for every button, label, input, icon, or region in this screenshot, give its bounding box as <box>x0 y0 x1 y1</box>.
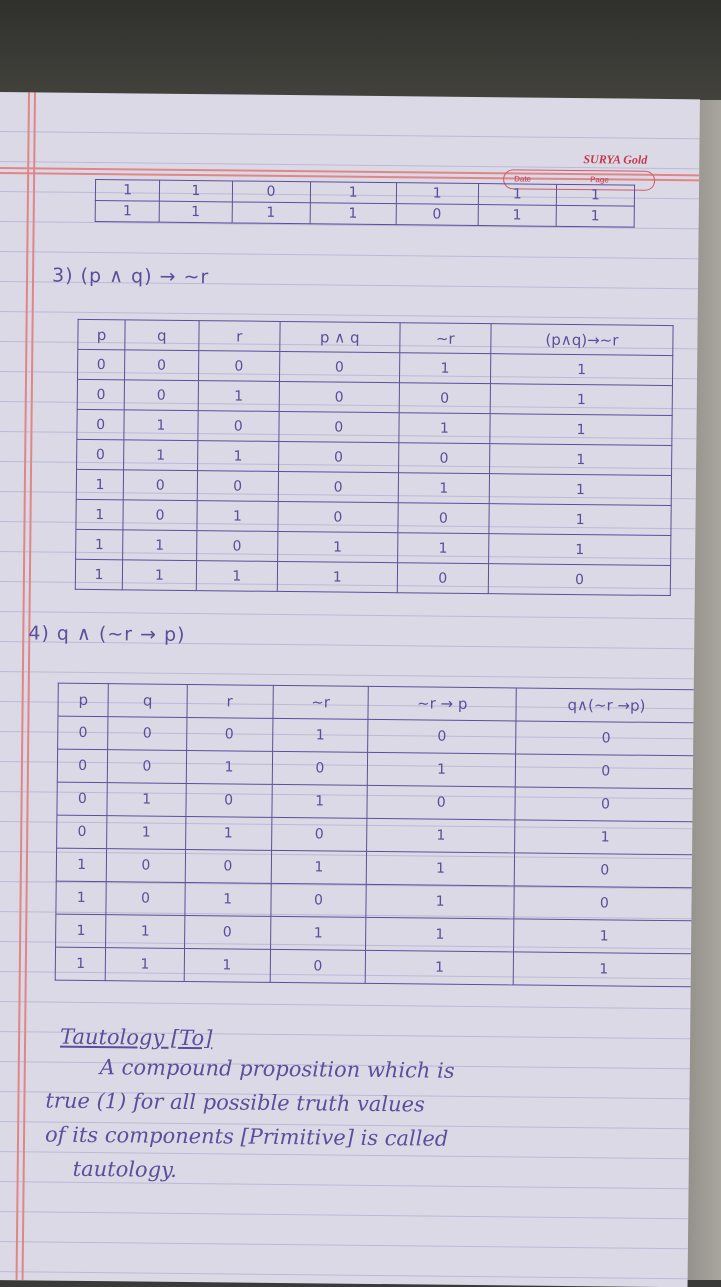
table-cell: 1 <box>107 816 185 850</box>
problem-4-truth-table <box>55 683 698 988</box>
table-cell: 0 <box>514 853 696 888</box>
table-cell: 1 <box>196 561 278 592</box>
table-cell: 1 <box>556 205 634 227</box>
table-cell: 0 <box>125 350 199 381</box>
column-header: q∧(~r →p) <box>516 688 698 723</box>
partial-truth-table <box>95 179 635 228</box>
column-header: p <box>78 319 126 349</box>
table-cell: 1 <box>75 559 123 589</box>
table-cell: 1 <box>478 205 556 227</box>
table-cell: 1 <box>310 203 396 225</box>
definition-line-4: tautology. <box>72 1156 177 1182</box>
table-cell: 1 <box>76 499 124 529</box>
table-cell: 1 <box>184 948 270 982</box>
page-label: Page <box>590 175 609 185</box>
table-cell: 1 <box>278 531 398 562</box>
table-cell: 1 <box>491 354 673 386</box>
table-cell: 1 <box>489 474 671 506</box>
column-header: q <box>108 684 186 718</box>
table-cell: 0 <box>57 749 108 783</box>
table-cell: 1 <box>56 848 107 882</box>
table-cell: 0 <box>57 782 108 816</box>
table-cell: 1 <box>513 919 695 954</box>
table-cell: 1 <box>398 413 490 444</box>
table-cell: 0 <box>108 717 186 751</box>
table-cell: 0 <box>123 500 197 531</box>
column-header: r <box>198 321 280 352</box>
table-cell: 0 <box>271 817 367 851</box>
table-cell: 0 <box>399 383 491 414</box>
problem-4-heading: 4) q ∧ (~r → p) <box>28 622 186 646</box>
table-cell: 1 <box>123 530 197 561</box>
table-cell: 1 <box>271 850 367 884</box>
table-cell: 0 <box>58 716 109 750</box>
table-cell: 1 <box>76 529 124 559</box>
table-cell: 1 <box>55 947 106 981</box>
table-cell: 0 <box>278 471 398 502</box>
table-cell: 1 <box>271 784 367 818</box>
column-header: (p∧q)→~r <box>491 324 673 356</box>
table-cell: 1 <box>185 816 271 850</box>
table-cell: 0 <box>279 441 399 472</box>
table-cell: 0 <box>232 181 310 203</box>
table-cell: 0 <box>77 439 125 469</box>
table-cell: 1 <box>197 501 279 532</box>
table-cell: 1 <box>124 410 198 441</box>
table-cell: 1 <box>160 180 232 202</box>
table-cell: 1 <box>366 917 514 952</box>
table-cell: 1 <box>197 441 279 472</box>
table-cell: 1 <box>514 820 696 855</box>
table-cell: 1 <box>95 180 160 202</box>
table-cell: 0 <box>185 849 271 883</box>
table-cell: 1 <box>310 182 396 204</box>
table-cell: 1 <box>270 916 366 950</box>
table-cell: 1 <box>106 948 184 982</box>
table-cell: 0 <box>123 470 197 501</box>
table-cell: 0 <box>57 815 108 849</box>
table-cell: 0 <box>270 883 366 917</box>
table-cell: 1 <box>478 184 556 206</box>
table-cell: 0 <box>279 351 399 382</box>
table-cell: 0 <box>197 471 279 502</box>
table-cell: 1 <box>399 353 491 384</box>
table-cell: 0 <box>368 719 516 754</box>
table-row <box>55 947 694 987</box>
table-cell: 0 <box>107 849 185 883</box>
table-cell: 0 <box>124 380 198 411</box>
table-cell: 1 <box>186 750 272 784</box>
table-cell: 1 <box>232 202 310 224</box>
table-row <box>95 201 634 228</box>
table-cell: 1 <box>490 384 672 416</box>
table-cell: 0 <box>279 381 399 412</box>
table-cell: 1 <box>95 201 160 223</box>
table-cell: 0 <box>77 379 125 409</box>
table-cell: 1 <box>489 534 671 566</box>
table-cell: 1 <box>556 184 634 206</box>
table-cell: 1 <box>489 504 671 536</box>
column-header: q <box>125 320 199 351</box>
table-cell: 0 <box>272 751 368 785</box>
table-cell: 1 <box>366 884 514 919</box>
table-cell: 0 <box>270 949 366 983</box>
column-header: ~r → p <box>368 686 516 721</box>
notebook-brand: SURYA Gold <box>583 152 648 167</box>
column-header: ~r <box>399 323 491 354</box>
table-cell: 0 <box>198 351 280 382</box>
column-header: r <box>187 684 273 718</box>
column-header: ~r <box>272 685 368 719</box>
table-cell: 0 <box>397 563 489 594</box>
table-cell: 1 <box>272 718 368 752</box>
table-cell: 0 <box>185 783 271 817</box>
problem-3-heading: 3) (p ∧ q) → ~r <box>51 264 210 289</box>
table-cell: 0 <box>279 411 399 442</box>
table-cell: 1 <box>56 881 107 915</box>
table-cell: 0 <box>184 915 270 949</box>
table-cell: 0 <box>398 443 490 474</box>
table-cell: 1 <box>367 818 515 853</box>
table-cell: 1 <box>76 469 124 499</box>
column-header: p <box>58 683 109 717</box>
table-cell: 1 <box>490 414 672 446</box>
table-cell: 0 <box>367 785 515 820</box>
table-cell: 0 <box>278 501 398 532</box>
table-row <box>75 559 670 595</box>
table-cell: 1 <box>367 851 515 886</box>
table-cell: 0 <box>515 721 697 756</box>
table-cell: 0 <box>197 411 279 442</box>
table-cell: 0 <box>77 349 125 379</box>
date-label: Date <box>514 174 532 184</box>
table-cell: 1 <box>490 444 672 476</box>
table-cell: 1 <box>107 783 185 817</box>
definition-line-2: true (1) for all possible truth values <box>45 1088 425 1117</box>
notebook-page <box>0 92 700 1287</box>
table-cell: 0 <box>396 204 478 226</box>
column-header: p ∧ q <box>280 321 400 352</box>
table-cell: 1 <box>123 560 197 591</box>
table-cell: 0 <box>196 531 278 562</box>
table-cell: 0 <box>398 503 490 534</box>
table-cell: 0 <box>77 409 125 439</box>
table-cell: 0 <box>106 882 184 916</box>
problem-3-truth-table <box>75 319 674 596</box>
table-cell: 1 <box>397 533 489 564</box>
table-cell: 0 <box>515 787 697 822</box>
table-cell: 1 <box>396 183 478 205</box>
table-cell: 1 <box>106 915 184 949</box>
table-cell: 1 <box>124 440 198 471</box>
definition-line-1: A compound proposition which is <box>99 1055 455 1083</box>
tautology-title: Tautology [To] <box>59 1024 213 1051</box>
table-cell: 0 <box>488 564 670 596</box>
table-cell: 1 <box>159 201 231 223</box>
table-cell: 0 <box>108 750 186 784</box>
table-cell: 1 <box>366 950 514 985</box>
table-cell: 1 <box>198 381 280 412</box>
definition-line-3: of its components [Primitive] is called <box>44 1122 449 1151</box>
table-cell: 1 <box>513 952 695 987</box>
table-cell: 1 <box>184 882 270 916</box>
table-cell: 1 <box>56 914 107 948</box>
table-cell: 0 <box>515 754 697 789</box>
table-cell: 0 <box>514 886 696 921</box>
table-cell: 1 <box>277 561 397 592</box>
table-cell: 0 <box>186 717 272 751</box>
table-cell: 1 <box>398 473 490 504</box>
table-cell: 1 <box>368 752 516 787</box>
